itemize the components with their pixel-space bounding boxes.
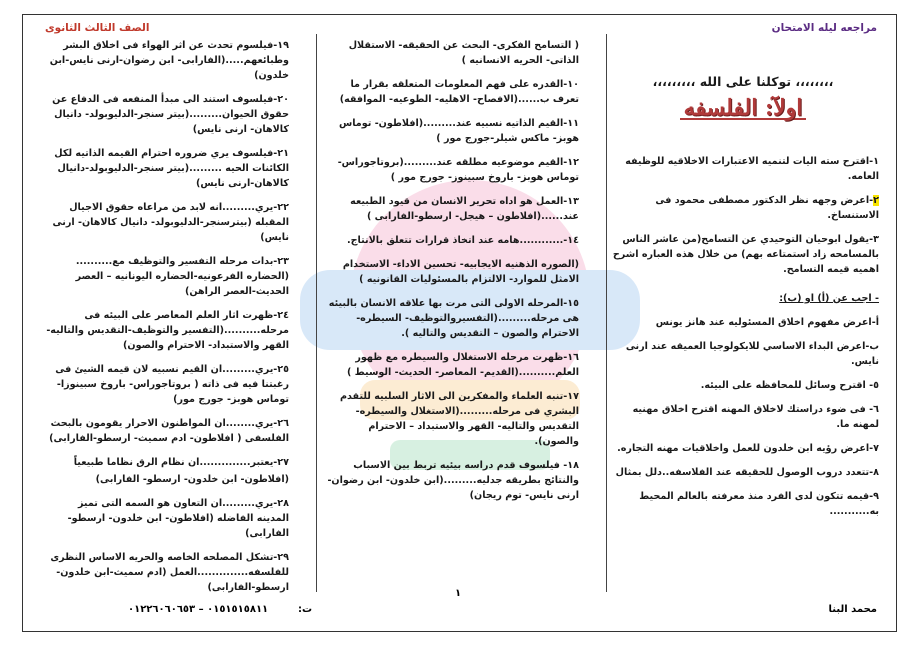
question-item: ١-اقترح سته اليات لتنميه الاعتبارات الاخلاقيه للوظيفه العامه. (625, 156, 879, 182)
question-item: ٢٩-تشكل المصلحه الخاصه والحريه الاساس النظرى للفلسفه..............العمل (ادم سميث-ابن خلدون-ارسطو-الفارابى) (50, 552, 289, 593)
phone-label: ت: (298, 604, 313, 615)
question-item: ١٩-فيلسوم تحدث عن اثر الهواء فى اخلاق البشر وطبائعهم.....(الفارابى- ابن رضوان-ارنى نايس-ابن خلدون) (49, 40, 289, 81)
phone-numbers: ٠١٥١٥١٥٨١١ – ٠١٢٢٦٠٦٠٦٥٣ (128, 604, 269, 615)
tawakkalna-line: ،،،،،،،، توكلنا على الله ،،،،،،،،، (652, 74, 834, 89)
question-item: ب-اعرض البداء الاساسي للايكولوجيا العميقه عند ارنى نايس. (625, 341, 879, 367)
question-item: (افلاطون- ابن خلدون- ارسطو- الفارابى) (95, 474, 289, 485)
page-number: ١ (455, 588, 462, 599)
question-item: ١٤-............هامه عند اتخاذ قرارات تتعلق بالانتاج. (346, 235, 579, 246)
header-exam-review: مراجعه ليله الامتحان (771, 22, 877, 34)
question-item: ٢٦-يري........ان المواطنون الاحرار يقومون بالبحث الفلسفى ( افلاطون- ادم سميث- ارسطو-الفارابى) (49, 418, 289, 444)
question-item: ٢٥-يري.........ان القيم نسبيه لان قيمه الشيئ فى رغبتنا فيه فى ذاته ( بروتاجوراس- باروخ سبينوزا- توماس هوبز- جورج مور) (55, 364, 289, 405)
question-item: ٢٤-ظهرت اثار العلم المعاصر على البيئه فى مرحله..........(التفسير والتوظيف-التقديس والتاليه- القهر والاستبداد- الاحترام والصون) (46, 310, 289, 351)
middle-column (325, 38, 579, 512)
question-item: ١٢-القيم موضوعيه مطلقه عند.........(بروتاجوراس- توماس هوبز- باروخ سبينوز- جورج مور ) (337, 157, 579, 183)
question-item: ٦- فى ضوء دراستك لاخلاق المهنه اقترح اخلاق مهنيه لمهنه ما. (632, 404, 879, 430)
question-item: ٢٠-فيلسوف استند الى مبدأ المنفعه فى الدفاع عن حقوق الحيوان.........(بيتر سنجر-الدليوبولد- دانيال كالاهان- ارنى نايس) (52, 94, 289, 135)
question-item: ( التسامح الفكرى- البحث عن الحقيقه- الاستقلال الذاتى- الحريه الانسانيه ) (348, 40, 579, 66)
question-item: ٨-تتعدد دروب الوصول للحقيقه عند الفلاسفه..دلل بمثال (615, 467, 879, 478)
question-item: ٧-اعرض رؤيه ابن خلدون للعمل واخلاقيات مهنه التجاره. (617, 443, 879, 454)
question-item: ٢٨-يري.........ان التعاون هو السمه التى تميز المدينه الفاضله (افلاطون- ابن خلدون- ارسطو-الفارابى) (67, 498, 289, 539)
question-item: ٢-اعرض وجهه نظر الدكتور مصطفى محمود فى الاستنساخ. (655, 195, 879, 221)
question-item: ٢٧-يعتبر..............ان نظام الرق نظاما طبيعياً (73, 457, 289, 468)
highlighted-number: ٢ (873, 195, 879, 206)
author-name: محمد البنا (828, 604, 877, 615)
question-item: أ-اعرض مفهوم اخلاق المسئوليه عند هانز يونس (655, 317, 879, 328)
choice-heading: - اجب عن (أ) او (ب): (779, 293, 879, 304)
title-wrap (607, 95, 879, 121)
question-item: ١٧-تنبه العلماء والمفكرين الى الاثار السلبيه للتقدم البشري فى مرحله.........(الاستغلال والسيطره- التقديس والتاليه- القهر والاستبداد – الاحترام والصون). (339, 391, 579, 447)
section-title: اولآ: الفلسفه (680, 101, 807, 120)
right-column (607, 74, 879, 528)
question-item: ٢٣-بدات مرحله التفسير والتوظيف مع..........(الحضاره الفرعونيه-الحضاره اليونانيه – العصر الحديث-العصر الراهن) (75, 256, 289, 297)
column-divider-left (316, 34, 317, 592)
question-item: ٢١-فيلسوف يري ضروره احترام القيمه الذاتيه لكل الكائنات الحيه .........(بيتر سنجر-الدليوبولد-دانيال كالاهان-ارنى نايس) (54, 148, 289, 189)
question-item: ١٥-المرحله الاولى التى مرت بها علاقه الانسان بالبيئه هى مرحله.........(التفسيروالتوظيف- السيطره- الاحترام والصون – التقديس والتاليه ). (328, 298, 579, 339)
question-item: ٩-قيمه تتكون لدى الفرد منذ معرفته بالعالم المحيط به........... (639, 491, 879, 517)
question-item: ١٣-العمل هو اداه تحرير الانسان من قيود الطبيعه عند......(افلاطون – هيجل- ارسطو-الفارابى ) (350, 196, 579, 222)
question-item: ١١-القيم الذاتيه نسبيه عند.........(افلاطون- توماس هوبز- ماكس شيلر-جورج مور ) (338, 118, 579, 144)
question-item: ٥- اقترح وسائل للمحافظه على البيئه. (700, 380, 879, 391)
question-item: (الصوره الذهنيه الايجابيه- تحسين الاداء- الاستخدام الامثل للموارد- الالتزام بالمسئوليات القانونيه ) (342, 259, 579, 285)
left-column (43, 38, 289, 604)
question-item: ٢٢-يري.........انه لابد من مراعاه حقوق الاجيال المقبله (بيترسنجر-الدليوبولد- دانيال كالاهان- ارنى نايس) (52, 202, 289, 243)
header-grade: الصف الثالث الثانوى (45, 22, 150, 34)
question-item: ١٠-القدره على فهم المعلومات المتعلقه بقرار ما تعرف ب......(الافصاح- الاهليه- الطوعيه- الموافقه) (339, 79, 579, 105)
question-item: ١٦-ظهرت مرحله الاستغلال والسيطره مع ظهور العلم..........(القديم- المعاصر- الحديث- الوسيط ) (347, 352, 579, 378)
question-item: ٣-يقول ابوحيان التوحيدي عن التسامح(من عاشر الناس بالمسامحه زاد استمتاعه بهم) من خلال هذه العباره اشرح اهميه قيمه التسامح. (612, 234, 879, 275)
question-item: ١٨- فيلسوف قدم دراسه بيئيه تربط بين الاسباب والنتائج بطريقه جدليه.........(ابن خلدون- ابن رضوان-ارنى نايس- توم ريجان) (327, 460, 579, 501)
